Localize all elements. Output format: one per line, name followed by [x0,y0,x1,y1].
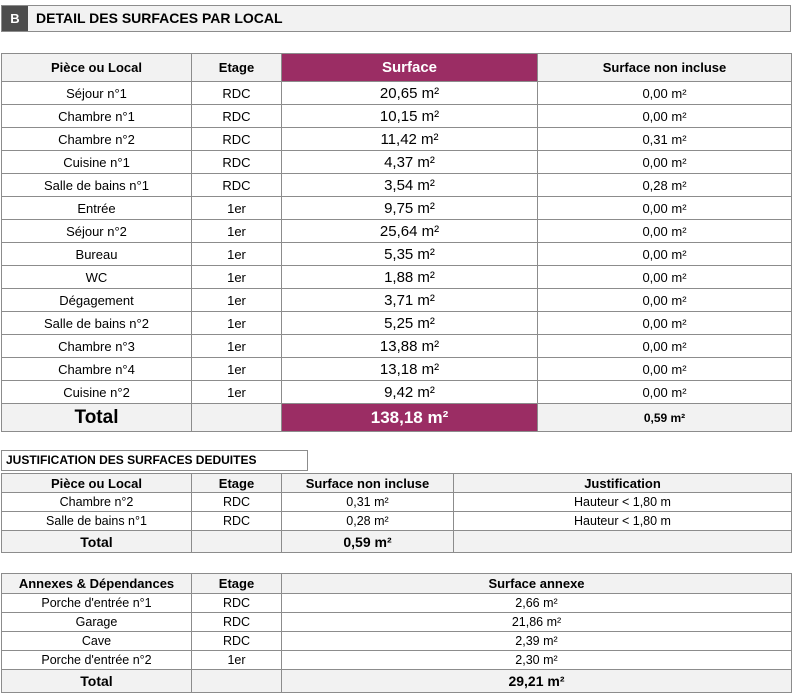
annexe-cell: Porche d'entrée n°2 [2,651,192,670]
piece-cell: Cuisine n°1 [2,151,192,174]
non-incluse-cell: 0,00 m² [538,151,792,174]
etage-cell: 1er [192,289,282,312]
total-surface: 29,21 m² [282,670,792,693]
table-row [2,512,792,531]
total-etage [192,670,282,693]
piece-cell: Dégagement [2,289,192,312]
surface-cell: 10,15 m² [282,105,538,128]
etage-cell: RDC [192,174,282,197]
table-row [2,594,792,613]
non-incluse-cell: 0,28 m² [538,174,792,197]
table-row [2,613,792,632]
surface-cell: 9,75 m² [282,197,538,220]
etage-cell: 1er [192,197,282,220]
table-row [2,266,792,289]
non-incluse-cell: 0,31 m² [282,493,454,512]
total-label: Total [2,531,192,553]
etage-cell: RDC [192,594,282,613]
etage-cell: RDC [192,512,282,531]
etage-cell: RDC [192,493,282,512]
table-row [2,493,792,512]
etage-cell: 1er [192,381,282,404]
table-row [2,381,792,404]
col-non-incluse-header: Surface non incluse [282,474,454,493]
total-surface: 0,59 m² [282,531,454,553]
justification-total-row [2,531,792,553]
surface-annexe-cell: 2,30 m² [282,651,792,670]
etage-cell: RDC [192,613,282,632]
non-incluse-cell: 0,00 m² [538,266,792,289]
table-row [2,220,792,243]
surface-annexe-cell: 21,86 m² [282,613,792,632]
surface-cell: 25,64 m² [282,220,538,243]
etage-cell: 1er [192,312,282,335]
table-row [2,151,792,174]
non-incluse-cell: 0,00 m² [538,358,792,381]
surface-cell: 5,35 m² [282,243,538,266]
surfaces-total-row [2,404,792,432]
annexe-cell: Porche d'entrée n°1 [2,594,192,613]
surface-cell: 9,42 m² [282,381,538,404]
surface-cell: 4,37 m² [282,151,538,174]
non-incluse-cell: 0,00 m² [538,220,792,243]
total-etage [192,531,282,553]
total-non-incluse: 0,59 m² [538,404,792,432]
total-label: Total [2,670,192,693]
total-etage [192,404,282,432]
etage-cell: 1er [192,335,282,358]
total-label: Total [2,404,192,432]
table-row [2,651,792,670]
surface-cell: 1,88 m² [282,266,538,289]
table-row [2,128,792,151]
piece-cell: Chambre n°3 [2,335,192,358]
col-non-incluse-header: Surface non incluse [538,54,792,82]
non-incluse-cell: 0,00 m² [538,335,792,358]
section-badge: B [2,6,28,31]
table-row [2,105,792,128]
etage-cell: 1er [192,358,282,381]
table-row [2,335,792,358]
surface-cell: 13,18 m² [282,358,538,381]
etage-cell: 1er [192,266,282,289]
piece-cell: Entrée [2,197,192,220]
col-surface-header: Surface [282,54,538,82]
surface-cell: 13,88 m² [282,335,538,358]
table-row [2,243,792,266]
annexe-cell: Garage [2,613,192,632]
etage-cell: RDC [192,151,282,174]
section-title: DETAIL DES SURFACES PAR LOCAL [36,10,283,26]
section-header [1,5,791,32]
etage-cell: RDC [192,632,282,651]
table-row [2,197,792,220]
surfaces-header-row [2,54,792,82]
col-piece-header: Pièce ou Local [2,54,192,82]
non-incluse-cell: 0,00 m² [538,381,792,404]
non-incluse-cell: 0,00 m² [538,289,792,312]
non-incluse-cell: 0,00 m² [538,243,792,266]
piece-cell: Chambre n°2 [2,493,192,512]
surface-cell: 20,65 m² [282,82,538,105]
justification-table [1,473,792,553]
piece-cell: Salle de bains n°2 [2,312,192,335]
surfaces-table [1,53,792,432]
col-etage-header: Etage [192,54,282,82]
surface-cell: 3,54 m² [282,174,538,197]
table-row [2,174,792,197]
piece-cell: Chambre n°4 [2,358,192,381]
total-surface: 138,18 m² [282,404,538,432]
justification-cell: Hauteur < 1,80 m [454,512,792,531]
annexes-header-row [2,574,792,594]
table-row [2,632,792,651]
non-incluse-cell: 0,00 m² [538,312,792,335]
table-row [2,82,792,105]
piece-cell: Chambre n°1 [2,105,192,128]
total-justification [454,531,792,553]
piece-cell: Séjour n°2 [2,220,192,243]
annexe-cell: Cave [2,632,192,651]
col-justification-header: Justification [454,474,792,493]
piece-cell: Chambre n°2 [2,128,192,151]
piece-cell: Salle de bains n°1 [2,174,192,197]
piece-cell: Séjour n°1 [2,82,192,105]
etage-cell: RDC [192,128,282,151]
etage-cell: RDC [192,105,282,128]
piece-cell: Bureau [2,243,192,266]
etage-cell: RDC [192,82,282,105]
col-piece-header: Pièce ou Local [2,474,192,493]
piece-cell: Salle de bains n°1 [2,512,192,531]
etage-cell: 1er [192,651,282,670]
col-surface-annexe-header: Surface annexe [282,574,792,594]
surface-cell: 11,42 m² [282,128,538,151]
non-incluse-cell: 0,00 m² [538,197,792,220]
piece-cell: WC [2,266,192,289]
table-row [2,358,792,381]
justification-title: JUSTIFICATION DES SURFACES DEDUITES [1,450,308,471]
annexes-table [1,573,792,693]
non-incluse-cell: 0,00 m² [538,105,792,128]
col-etage-header: Etage [192,474,282,493]
non-incluse-cell: 0,00 m² [538,82,792,105]
surface-annexe-cell: 2,66 m² [282,594,792,613]
table-row [2,312,792,335]
piece-cell: Cuisine n°2 [2,381,192,404]
surface-annexe-cell: 2,39 m² [282,632,792,651]
col-etage-header: Etage [192,574,282,594]
annexes-total-row [2,670,792,693]
etage-cell: 1er [192,243,282,266]
surface-cell: 5,25 m² [282,312,538,335]
justification-header-row [2,474,792,493]
table-row [2,289,792,312]
surface-cell: 3,71 m² [282,289,538,312]
non-incluse-cell: 0,28 m² [282,512,454,531]
justification-cell: Hauteur < 1,80 m [454,493,792,512]
col-annexe-header: Annexes & Dépendances [2,574,192,594]
non-incluse-cell: 0,31 m² [538,128,792,151]
etage-cell: 1er [192,220,282,243]
